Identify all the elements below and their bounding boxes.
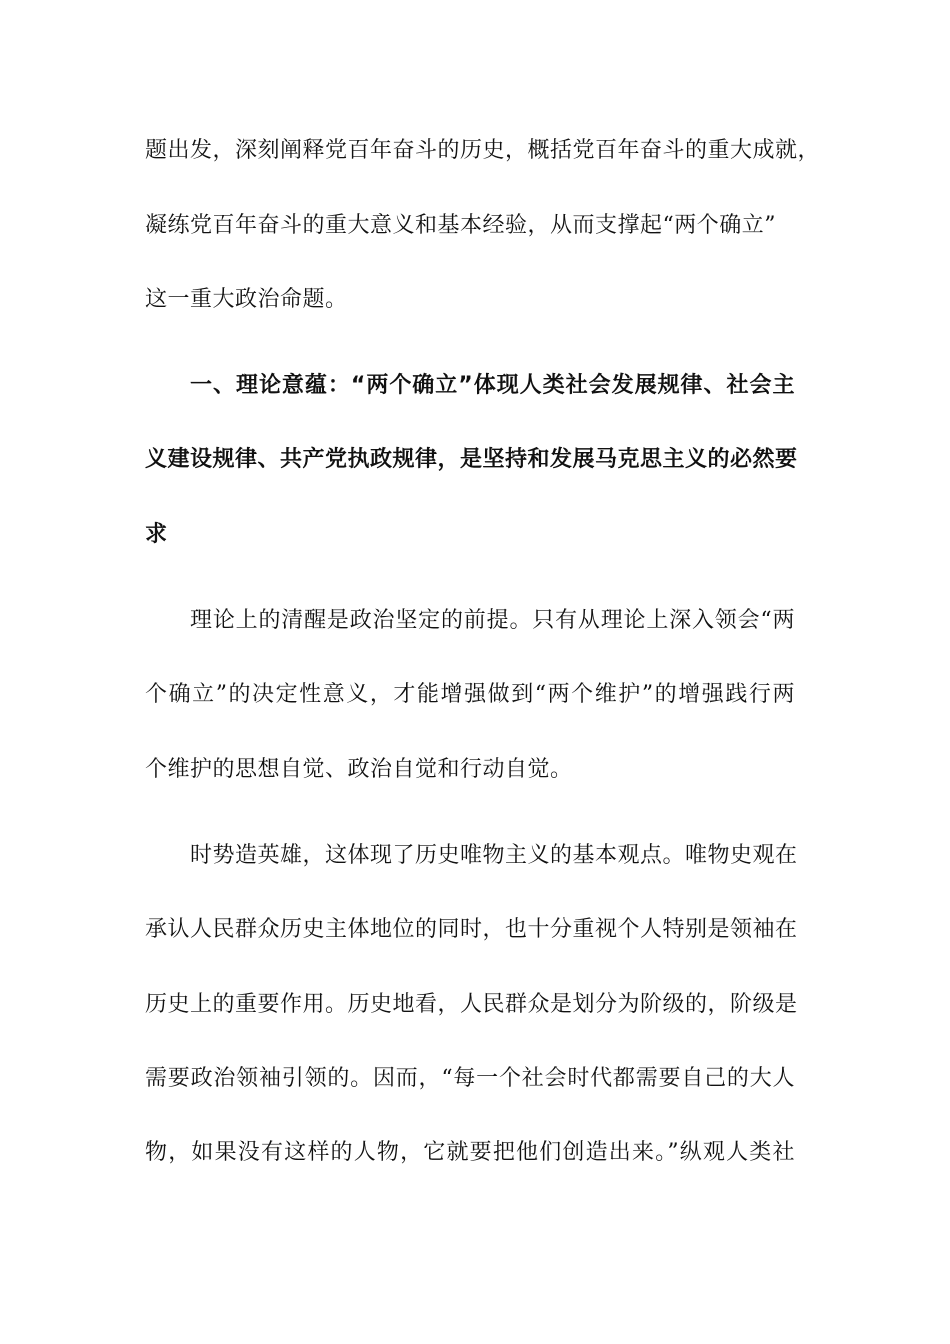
text-line: 这一重大政治命题。 xyxy=(145,287,348,312)
text-line: 物，如果没有这样的人物，它就要把他们创造出来。”纵观人类社 xyxy=(145,1140,795,1165)
text-line: 凝练党百年奋斗的重大意义和基本经验，从而支撑起“两个确立” xyxy=(145,213,776,238)
heading-line: 一、理论意蕴：“两个确立”体现人类社会发展规律、社会主 xyxy=(190,373,795,398)
text-line: 历史上的重要作用。历史地看，人民群众是划分为阶级的，阶级是 xyxy=(145,992,798,1017)
text-line: 题出发，深刻阐释党百年奋斗的历史，概括党百年奋斗的重大成就， xyxy=(145,138,821,163)
text-line: 理论上的清醒是政治坚定的前提。只有从理论上深入领会“两 xyxy=(190,608,795,633)
text-line: 个维护的思想自觉、政治自觉和行动自觉。 xyxy=(145,757,573,782)
text-line: 时势造英雄，这体现了历史唯物主义的基本观点。唯物史观在 xyxy=(190,843,798,868)
text-line: 个确立”的决定性意义，才能增强做到“两个维护”的增强践行两 xyxy=(145,682,795,707)
heading-line: 义建设规律、共产党执政规律，是坚持和发展马克思主义的必然要 xyxy=(145,447,798,472)
heading-line: 求 xyxy=(145,522,168,547)
text-line: 承认人民群众历史主体地位的同时，也十分重视个人特别是领袖在 xyxy=(145,917,798,942)
text-line: 需要政治领袖引领的。因而，“每一个社会时代都需要自己的大人 xyxy=(145,1066,795,1091)
